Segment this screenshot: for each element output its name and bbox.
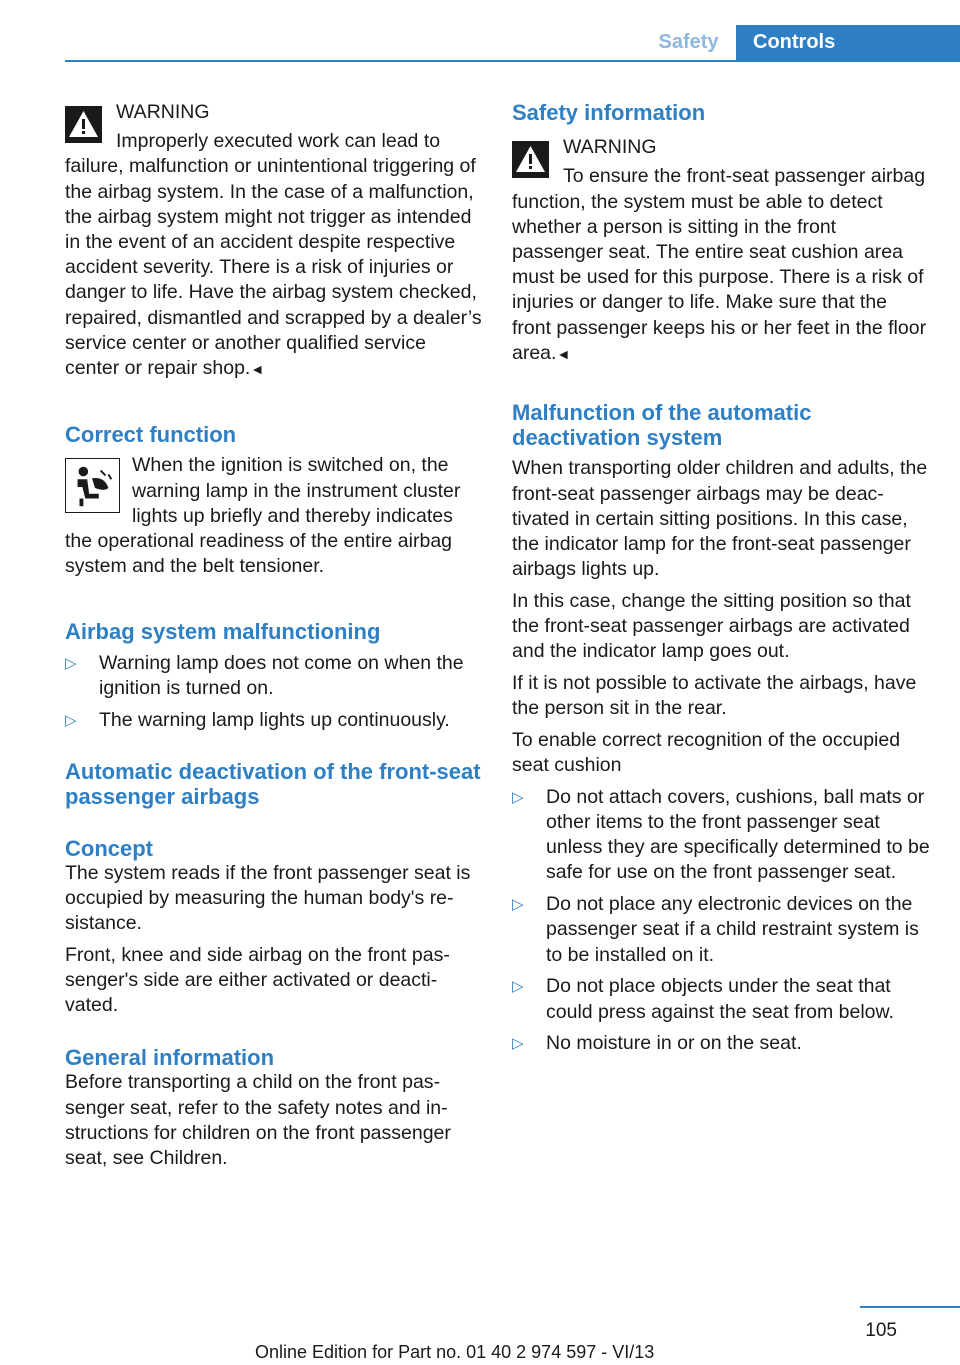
- list-item: ▷ Warning lamp does not come on when the ignition is turned on.: [65, 651, 464, 699]
- concept-text-2: Front, knee and side airbag on the front passenger's side are either activated or deactivated.: [65, 943, 450, 1017]
- heading-correct-function: Correct function: [65, 422, 237, 448]
- list-item: ▷ Do not place objects under the seat that could press against the seat from below.: [512, 975, 894, 1023]
- heading-general-information: General information: [65, 1045, 275, 1071]
- footer-rule: [860, 1306, 960, 1308]
- bullet-triangle-icon: ▷: [512, 1035, 524, 1053]
- list-item: ▷ The warning lamp lights up continuously.: [65, 708, 483, 733]
- bullet-triangle-icon: ▷: [512, 788, 524, 806]
- malfunction-list: [65, 651, 483, 733]
- warning-notice: [512, 135, 930, 373]
- page-number: 105: [865, 1320, 897, 1341]
- bullet-triangle-icon: ▷: [65, 711, 77, 729]
- right-column: [512, 100, 930, 1063]
- edition-footer: Online Edition for Part no. 01 40 2 974 597 - VI/13: [255, 1342, 655, 1362]
- paragraph: If it is not possible to activate the airbags, have the person sit in the rear.: [512, 672, 917, 720]
- bullet-triangle-icon: ▷: [65, 654, 77, 672]
- concept-text-1: The system reads if the front passenger seat is occupied by measuring the human body's resistance.: [65, 861, 471, 935]
- paragraph: To enable correct recognition of the occupied seat cushion: [512, 728, 901, 777]
- warning-triangle-icon: [512, 141, 549, 178]
- warning-text: Improperly executed work can lead to failure, malfunction or unintentional triggering of the airbag system. In the case of a malfunction, the airbag system might not trigger as intended in the event of an accident despite respective accident severity. There is a risk of injuries or danger to life. Have the airbag system checked, repaired, dismantled and scrapped by a dealer’s service center or another qualified service center or repair shop.◄: [65, 130, 482, 380]
- heading-auto-deactivation-malfunction: Malfunction of the automatic deactivation system: [512, 400, 812, 451]
- warning-triangle-icon: [65, 106, 102, 143]
- tab-safety[interactable]: Safety: [658, 31, 719, 53]
- list-item: ▷ Do not place any electronic devices on the passenger seat if a child restraint system is to be installed on it.: [512, 893, 919, 966]
- general-text: Before transporting a child on the front passenger seat, refer to the safety notes and instructions for children on the front passenger seat, see Children.: [65, 1071, 451, 1169]
- list-item: ▷ No moisture in or on the seat.: [512, 1031, 930, 1056]
- bullet-triangle-icon: ▷: [512, 978, 524, 996]
- seat-recognition-list: [512, 785, 930, 1057]
- warning-title: WARNING: [563, 136, 657, 159]
- header-rule: [65, 60, 960, 62]
- heading-concept: Concept: [65, 835, 153, 861]
- correct-function-notice: [65, 453, 483, 586]
- left-column: [65, 100, 483, 1178]
- warning-title: WARNING: [116, 101, 210, 123]
- paragraph: In this case, change the sitting position so that the front-seat passenger airbags are activated and the indicator lamp goes out.: [512, 589, 911, 663]
- list-item: ▷ Do not attach covers, cushions, ball mats or other items to the front passenger seat unless they are specifically determined to be safe for use on the front passenger seat.: [512, 785, 930, 884]
- warning-text: To ensure the front-seat passenger airbag function, the system must be able to detect whether a person is sitting in the front passenger seat. The entire seat cushion area must be used for this purpose. There is a risk of injuries or danger to life. Make sure that the front passenger keeps his or her feet in the floor area.◄: [512, 165, 927, 364]
- paragraph: When transporting older children and adults, the front-seat passenger airbags may be deactivated in certain sitting positions. In this case, the indicator lamp for the front-seat passenger airbags lights up.: [512, 457, 928, 581]
- heading-airbag-malfunction: Airbag system malfunctioning: [65, 619, 381, 645]
- airbag-warning-icon: [65, 458, 120, 513]
- correct-function-text: When the ignition is switched on, the warning lamp in the instrument cluster lights up briefly and thereby indicates the operational readiness of the entire airbag system and the belt tensioner.: [65, 454, 461, 578]
- warning-notice: [65, 100, 483, 389]
- tab-controls[interactable]: Controls: [736, 25, 960, 62]
- heading-safety-information: Safety information: [512, 100, 706, 125]
- bullet-triangle-icon: ▷: [512, 896, 524, 914]
- heading-auto-deactivation: Automatic deactivation of the front-seat passenger airbags: [65, 759, 481, 810]
